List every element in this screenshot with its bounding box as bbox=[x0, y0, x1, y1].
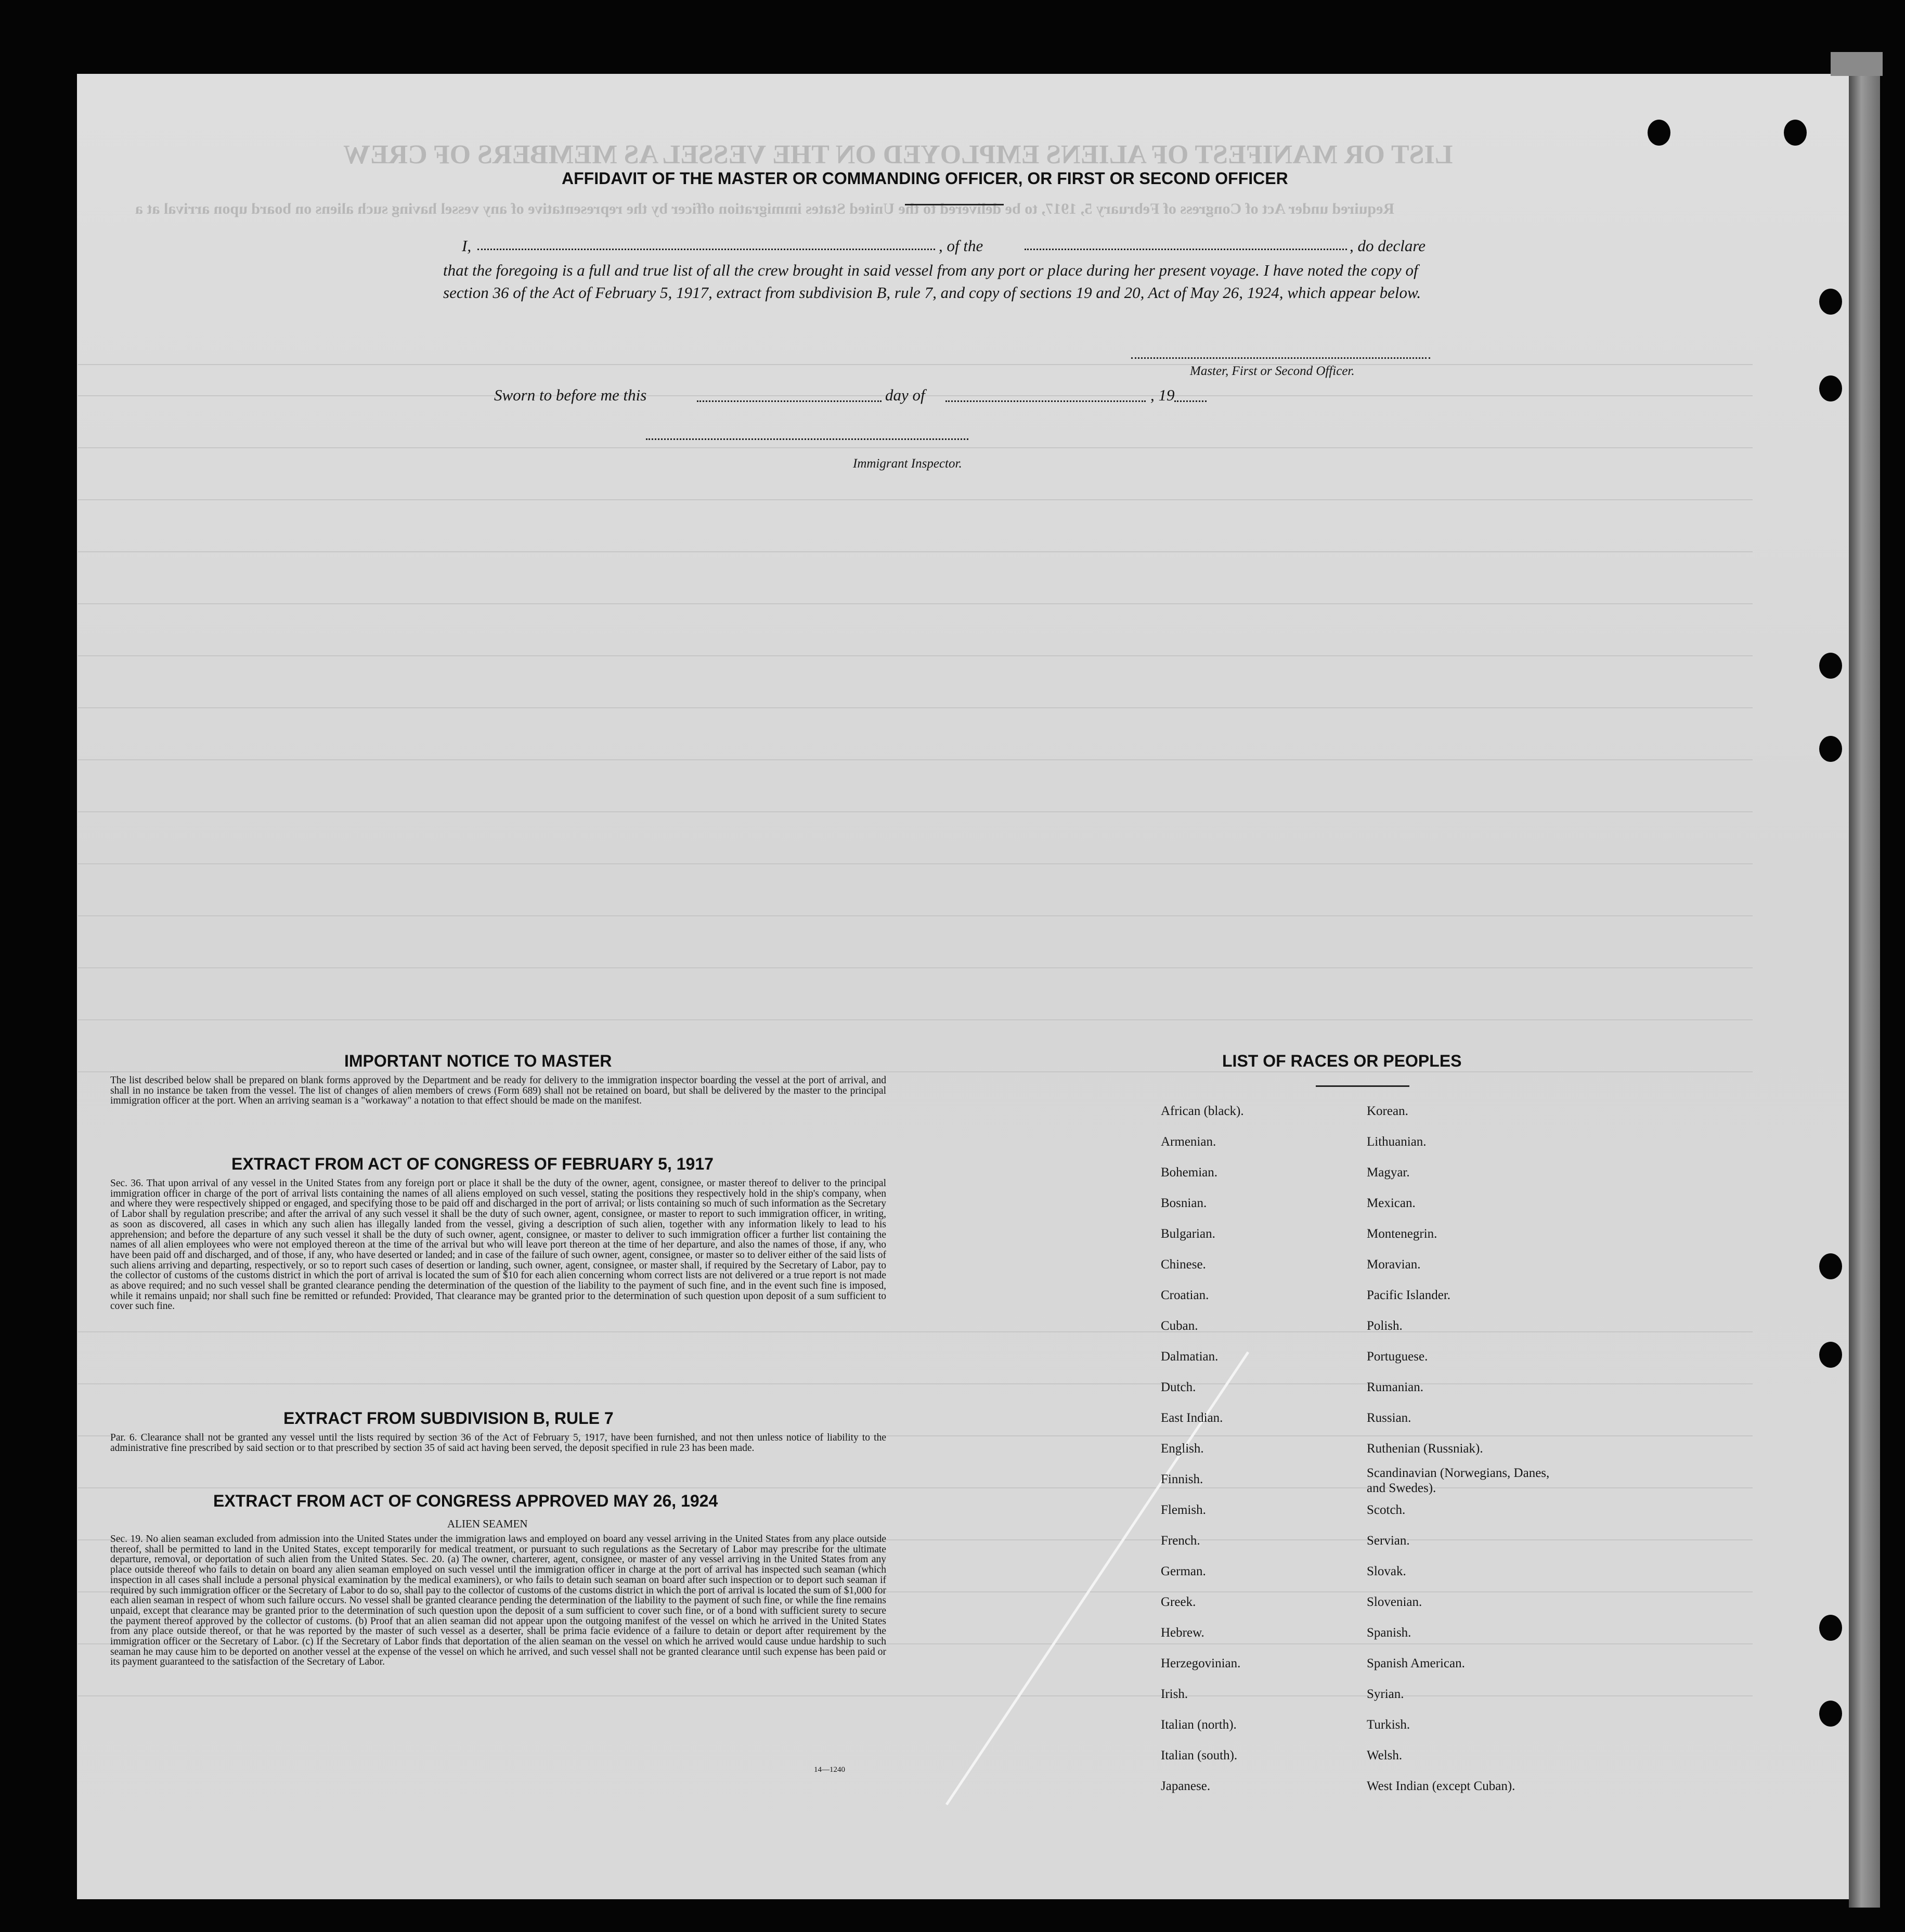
race-item: Greek. bbox=[1161, 1595, 1196, 1609]
sworn-day-blank[interactable] bbox=[697, 400, 882, 402]
binder-hole bbox=[1648, 120, 1670, 146]
vessel-blank[interactable] bbox=[1025, 249, 1347, 250]
binder-hole bbox=[1784, 120, 1807, 146]
name-blank[interactable] bbox=[477, 249, 935, 250]
race-item: Cuban. bbox=[1161, 1319, 1198, 1333]
race-item: Scandinavian (Norwegians, Danes, and Swedes). bbox=[1367, 1466, 1550, 1495]
race-item: Italian (south). bbox=[1161, 1748, 1238, 1762]
binder-hole bbox=[1819, 1615, 1842, 1641]
inspector-signature-line[interactable] bbox=[646, 438, 968, 440]
day-of-label: day of bbox=[885, 386, 925, 404]
binder-hole bbox=[1819, 1701, 1842, 1727]
races-title-rule bbox=[1316, 1085, 1409, 1087]
race-item: Irish. bbox=[1161, 1687, 1188, 1701]
race-item: Korean. bbox=[1367, 1104, 1408, 1118]
sworn-month-blank[interactable] bbox=[945, 400, 1146, 402]
race-item: Dutch. bbox=[1161, 1380, 1196, 1394]
binder-hole bbox=[1819, 1342, 1842, 1368]
act-1924-subtitle: ALIEN SEAMEN bbox=[447, 1518, 528, 1530]
race-item: Montenegrin. bbox=[1367, 1227, 1437, 1241]
binder-hole bbox=[1819, 1253, 1842, 1279]
race-item: German. bbox=[1161, 1564, 1206, 1578]
race-item: Herzegovinian. bbox=[1161, 1656, 1241, 1670]
year-prefix: , 19 bbox=[1150, 386, 1175, 404]
race-item: Flemish. bbox=[1161, 1503, 1206, 1517]
race-item: Chinese. bbox=[1161, 1257, 1206, 1272]
race-item: Finnish. bbox=[1161, 1472, 1203, 1486]
race-item: Slovak. bbox=[1367, 1564, 1406, 1578]
race-item: Italian (north). bbox=[1161, 1718, 1237, 1732]
affidavit-title: AFFIDAVIT OF THE MASTER OR COMMANDING OFFICER, OR FIRST OR SECOND OFFICER bbox=[562, 169, 1288, 188]
act-1924-text: Sec. 19. No alien seaman excluded from admission into the United States under the immigration laws and employed on board any vessel arriving in the United States from any place outside thereof, shall be permitted to land in the United States, except temporarily for medical treatment, or pursuant to such regulations as the Secretary of Labor may prescribe for the ultimate departure, removal, or deportation of such alien from the United States. Sec. 20. (a) The owner, charterer, agent, consignee, or master of any vessel arriving in the United States from any place outside thereof who fails to detain on board any alien seaman employed on such vessel until the immigration officer in charge at the port of arrival has inspected such seaman (which inspection in all cases shall include a personal physical examination by the medical examiners), or who fails to detain such seaman on board after such inspection or to deport such seaman if required by such immigration officer or the Secretary of Labor to do so, shall pay to the collector of customs of the customs district in which the port of arrival is located the sum of $1,000 for each alien seaman in respect of whom such failure occurs. No vessel shall be granted clearance pending the determination of the liability to the payment of such fine, or while the fine remains unpaid, except that clearance may be granted prior to the determination of such question upon the deposit of a sum sufficient to cover such fine, or of a bond with sufficient surety to secure the payment thereof approved by the collector of customs. (b) Proof that an alien seaman did not appear upon the outgoing manifest of the vessel on which he arrived in the United States from any place outside thereof, or that he was reported by the master of such vessel as a deserter, shall be prima facie evidence of a failure to detain or deport after requirement by the immigration officer or the Secretary of Labor. (c) If the Secretary of Labor finds that deportation of the alien seaman on the vessel on which he arrived would cause undue hardship to such seaman he may cause him to be deported on another vessel at the expense of the vessel on which he arrived, and such vessel shall not be granted clearance until such expense has been paid or its payment guaranteed to the satisfaction of the Secretary of Labor. bbox=[110, 1534, 886, 1668]
race-item: Moravian. bbox=[1367, 1257, 1421, 1272]
race-item: Dalmatian. bbox=[1161, 1350, 1219, 1364]
race-item: East Indian. bbox=[1161, 1411, 1223, 1425]
binder-hole bbox=[1819, 653, 1842, 679]
master-label: Master, First or Second Officer. bbox=[1190, 364, 1355, 378]
race-item: Slovenian. bbox=[1367, 1595, 1422, 1609]
declaration-i: I, bbox=[462, 237, 472, 255]
sworn-year-blank[interactable] bbox=[1174, 400, 1207, 402]
binder-hole bbox=[1819, 375, 1842, 401]
notice-text: The list described below shall be prepared on blank forms approved by the Department and be ready for delivery to the immigration inspector boarding the vessel at the port of arrival, and shall in no instance be taken from the vessel. The list of changes of alien members of crews (Form 689) shall not be retained on board, but shall be delivered by the master to the principal immigration officer at the port. When an arriving seaman is a "workaway" a notation to that effect should be made on the manifest. bbox=[110, 1075, 886, 1107]
race-item: African (black). bbox=[1161, 1104, 1244, 1118]
rule7-title: EXTRACT FROM SUBDIVISION B, RULE 7 bbox=[283, 1409, 614, 1428]
race-item: Bosnian. bbox=[1161, 1196, 1207, 1210]
race-item: Turkish. bbox=[1367, 1718, 1410, 1732]
race-item: Armenian. bbox=[1161, 1135, 1216, 1149]
race-item: Welsh. bbox=[1367, 1748, 1403, 1762]
race-item: Servian. bbox=[1367, 1534, 1410, 1548]
act-1917-title: EXTRACT FROM ACT OF CONGRESS OF FEBRUARY 5, 1917 bbox=[231, 1155, 714, 1173]
race-item: English. bbox=[1161, 1442, 1204, 1456]
race-item: West Indian (except Cuban). bbox=[1367, 1779, 1515, 1793]
race-item: French. bbox=[1161, 1534, 1200, 1548]
race-item: Syrian. bbox=[1367, 1687, 1404, 1701]
rule7-text: Par. 6. Clearance shall not be granted any vessel until the lists required by section 36 of the Act of February 5, 1917, have been furnished, and not then unless notice of liability to the administrative fine prescribed by said section or to that prescribed by section 35 of said act having been served, the deposit specified in rule 23 has been made. bbox=[110, 1432, 886, 1454]
races-title: LIST OF RACES OR PEOPLES bbox=[1222, 1052, 1462, 1070]
race-item: Bohemian. bbox=[1161, 1165, 1218, 1179]
bleed-through-title: LIST OR MANIFEST OF ALIENS EMPLOYED ON THE VESSEL AS MEMBERS OF CREW bbox=[343, 140, 1453, 170]
act-1917-text: Sec. 36. That upon arrival of any vessel in the United States from any foreign port or place it shall be the duty of the owner, agent, consignee, or master thereof to deliver to the principal immigration officer in charge of the port of arrival lists containing the names of all aliens employed on such vessel, stating the positions they respectively hold in the ship's company, when and where they were respectively shipped or engaged, and specifying those to be paid off and discharged in the port of arrival; or lists containing so much of such information as the Secretary of Labor shall by regulation prescribe; and after the arrival of any such vessel it shall be the duty of such owner, agent, consignee, or master to report to such immigration officer, in writing, as soon as discovered, all cases in which any such alien has illegally landed from the vessel, giving a description of such alien, together with any information likely to lead to his apprehension; and before the departure of any such vessel it shall be the duty of such owner, agent, consignee, or master to deliver to such immigration officer a further list containing the names of all alien employees who were not employed thereon at the time of the arrival but who will leave port thereon at the time of her departure, and also the names of those, if any, who have been paid off and discharged, and of those, if any, who have deserted or landed; and in case of the failure of such owner, agent, consignee, or master so to deliver either of the said lists of such aliens arriving and departing, respectively, or so to report such cases of desertion or landing, such owner, agent, consignee, or master shall, if required by the Secretary of Labor, pay to the collector of customs of the customs district in which the port of arrival is located the sum of $10 for each alien concerning whom correct lists are not delivered or a true report is not made as above required; and no such vessel shall be granted clearance pending the determination of the question of the liability to the payment of such fine, and in the event such fine is imposed, while it remains unpaid; nor shall such fine be remitted or refunded: Provided, That clearance may be granted prior to the determination of such question upon deposit of a sum sufficient to cover such fine. bbox=[110, 1178, 886, 1312]
binder-hole bbox=[1819, 736, 1842, 762]
race-item: Lithuanian. bbox=[1367, 1135, 1427, 1149]
race-item: Croatian. bbox=[1161, 1288, 1209, 1302]
page-edge-top bbox=[1831, 52, 1883, 76]
of-the-label: , of the bbox=[939, 237, 983, 255]
race-item: Scotch. bbox=[1367, 1503, 1406, 1517]
race-item: Spanish American. bbox=[1367, 1656, 1465, 1670]
sworn-label: Sworn to before me this bbox=[494, 386, 647, 404]
race-item: Bulgarian. bbox=[1161, 1227, 1215, 1241]
race-item: Rumanian. bbox=[1367, 1380, 1424, 1394]
race-item: Magyar. bbox=[1367, 1165, 1410, 1179]
page-edge bbox=[1849, 56, 1880, 1908]
declaration-text: that the foregoing is a full and true list of all the crew brought in said vessel from any port or place during her present voyage. I have noted the copy of section 36 of the Act of February 5, 1917, extract from subdivision B, rule 7, and copy of sections 19 and 20, Act of May 26, 1924, which appear below. bbox=[443, 261, 1421, 302]
master-signature-line[interactable] bbox=[1131, 357, 1430, 359]
bleed-through-subtitle: Required under Act of Congress of February 5, 1917, to be delivered to the United States immigration officer by the representative of any vessel having such aliens on board upon arrival at a bbox=[135, 200, 1395, 217]
inspector-label: Immigrant Inspector. bbox=[853, 457, 962, 471]
race-item: Polish. bbox=[1367, 1319, 1403, 1333]
notice-title: IMPORTANT NOTICE TO MASTER bbox=[344, 1052, 612, 1070]
race-item: Mexican. bbox=[1367, 1196, 1416, 1210]
race-item: Hebrew. bbox=[1161, 1626, 1204, 1640]
binder-hole bbox=[1819, 289, 1842, 315]
title-rule bbox=[905, 204, 1004, 205]
race-item: Ruthenian (Russniak). bbox=[1367, 1442, 1483, 1456]
act-1924-title: EXTRACT FROM ACT OF CONGRESS APPROVED MAY 26, 1924 bbox=[213, 1492, 718, 1510]
do-declare-label: , do declare bbox=[1350, 237, 1426, 255]
race-item: Russian. bbox=[1367, 1411, 1411, 1425]
form-number: 14—1240 bbox=[814, 1766, 845, 1774]
race-item: Japanese. bbox=[1161, 1779, 1211, 1793]
race-item: Portuguese. bbox=[1367, 1350, 1428, 1364]
race-item: Spanish. bbox=[1367, 1626, 1411, 1640]
race-item: Pacific Islander. bbox=[1367, 1288, 1451, 1302]
